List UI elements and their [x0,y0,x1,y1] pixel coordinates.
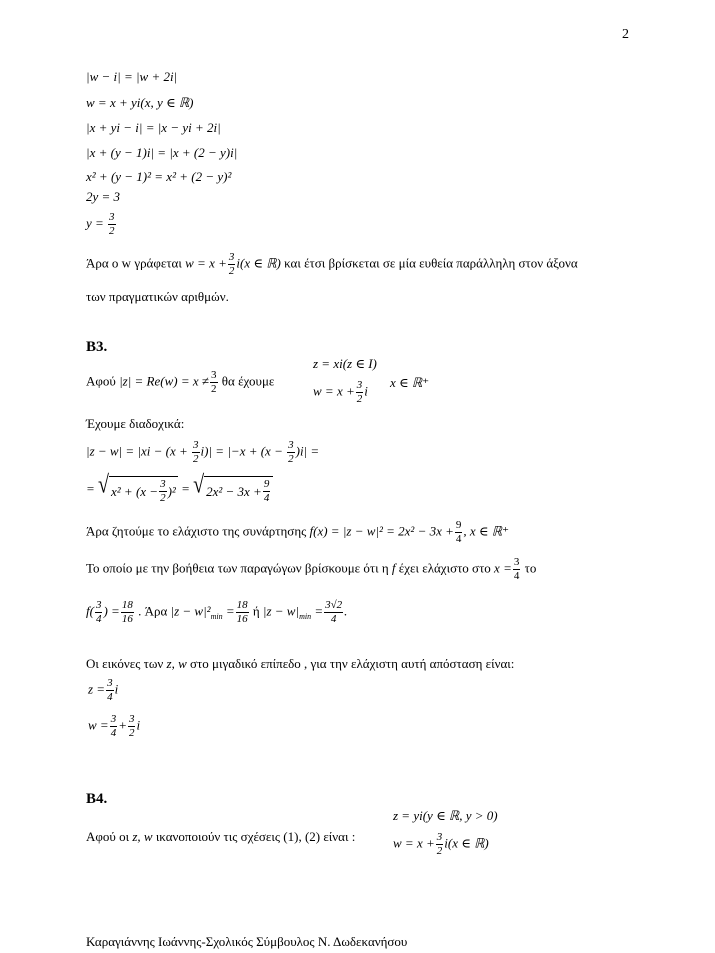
b4-text: Αφού οι z, w ικανοποιούν τις σχέσεις (1), (2) είναι : [86,829,356,844]
root-equation: = √ x² + (x − $\frac{3}{2}$ )² = √ 2x² − 3x + $\frac{9}{4}$ [86,476,273,504]
system-z: z = xi(z ∈ I) [313,356,377,371]
minimum-result: f( $\frac{3}{4}$ ) = $\frac{18}{16}$ . Άρα $|z - w|^2_{min}$ = $\frac{18}{16}$ ή $|z - w|_{min}$ = $\frac{3√2}{4}$ . [86,599,348,625]
b4-system-z: z = yi(y ∈ ℝ, y > 0) [393,808,498,823]
equation-3: |x + yi − i| = |x − yi + 2i| [86,120,221,135]
derivative-text: Το οποίο με την βοήθεια των παραγώγων βρίσκουμε ότι η f έχει ελάχιστο στο x = $\frac{3}{4}$ το [86,556,537,582]
domain-x: x ∈ ℝ⁺ [390,375,430,390]
equation-7: y = $\frac{3}{2}$ [86,211,115,237]
equation-5: x² + (y − 1)² = x² + (2 − y)² [86,169,232,184]
heading-b3: B3. [86,339,108,355]
equation-1: |w − i| = |w + 2i| [86,69,178,84]
distance-equation: |z − w| = |xi − (x + $\frac{3}{2}$ i)| = |−x + (x − $\frac{3}{2}$ )i| = [86,439,320,465]
equation-4: |x + (y − 1)i| = |x + (2 − y)i| [86,145,238,160]
conclusion-paragraph-line2: των πραγματικών αριθμών. [86,289,229,304]
conclusion-paragraph: Άρα ο w γράφεται w = x + $\frac{3}{2}$ i(x ∈ ℝ) και έτσι βρίσκεται σε μία ευθεία παράλληλη στον άξονα [86,251,578,277]
equation-6: 2y = 3 [86,189,121,204]
w-result: w = $\frac{3}{4}$ + $\frac{3}{2}$ i [88,713,141,739]
images-text: Οι εικόνες των z, w στο μιγαδικό επίπεδο , για την ελάχιστη αυτή απόσταση είναι: [86,656,515,671]
b3-condition: Αφού |z| = Re(w) = x ≠ $\frac{3}{2}$ θα έχουμε [86,369,275,395]
function-seek: Άρα ζητούμε το ελάχιστο της συνάρτησης f(x) = |z − w|² = 2x² − 3x + $\frac{9}{4}$ , x ∈ ℝ⁺ [86,519,509,545]
b4-system-w: w = x + $\frac{3}{2}$ i(x ∈ ℝ) [393,831,489,857]
page-number: 2 [622,27,629,42]
footer: Καραγιάννης Ιωάννης-Σχολικός Σύμβουλος Ν. Δωδεκανήσου [86,934,408,949]
heading-b4: B4. [86,791,108,807]
successive-label: Έχουμε διαδοχικά: [86,416,185,431]
system-w: w = x + $\frac{3}{2}$ i [313,379,368,405]
z-result: z = $\frac{3}{4}$ i [88,677,119,703]
equation-2: w = x + yi(x, y ∈ ℝ) [86,95,194,110]
